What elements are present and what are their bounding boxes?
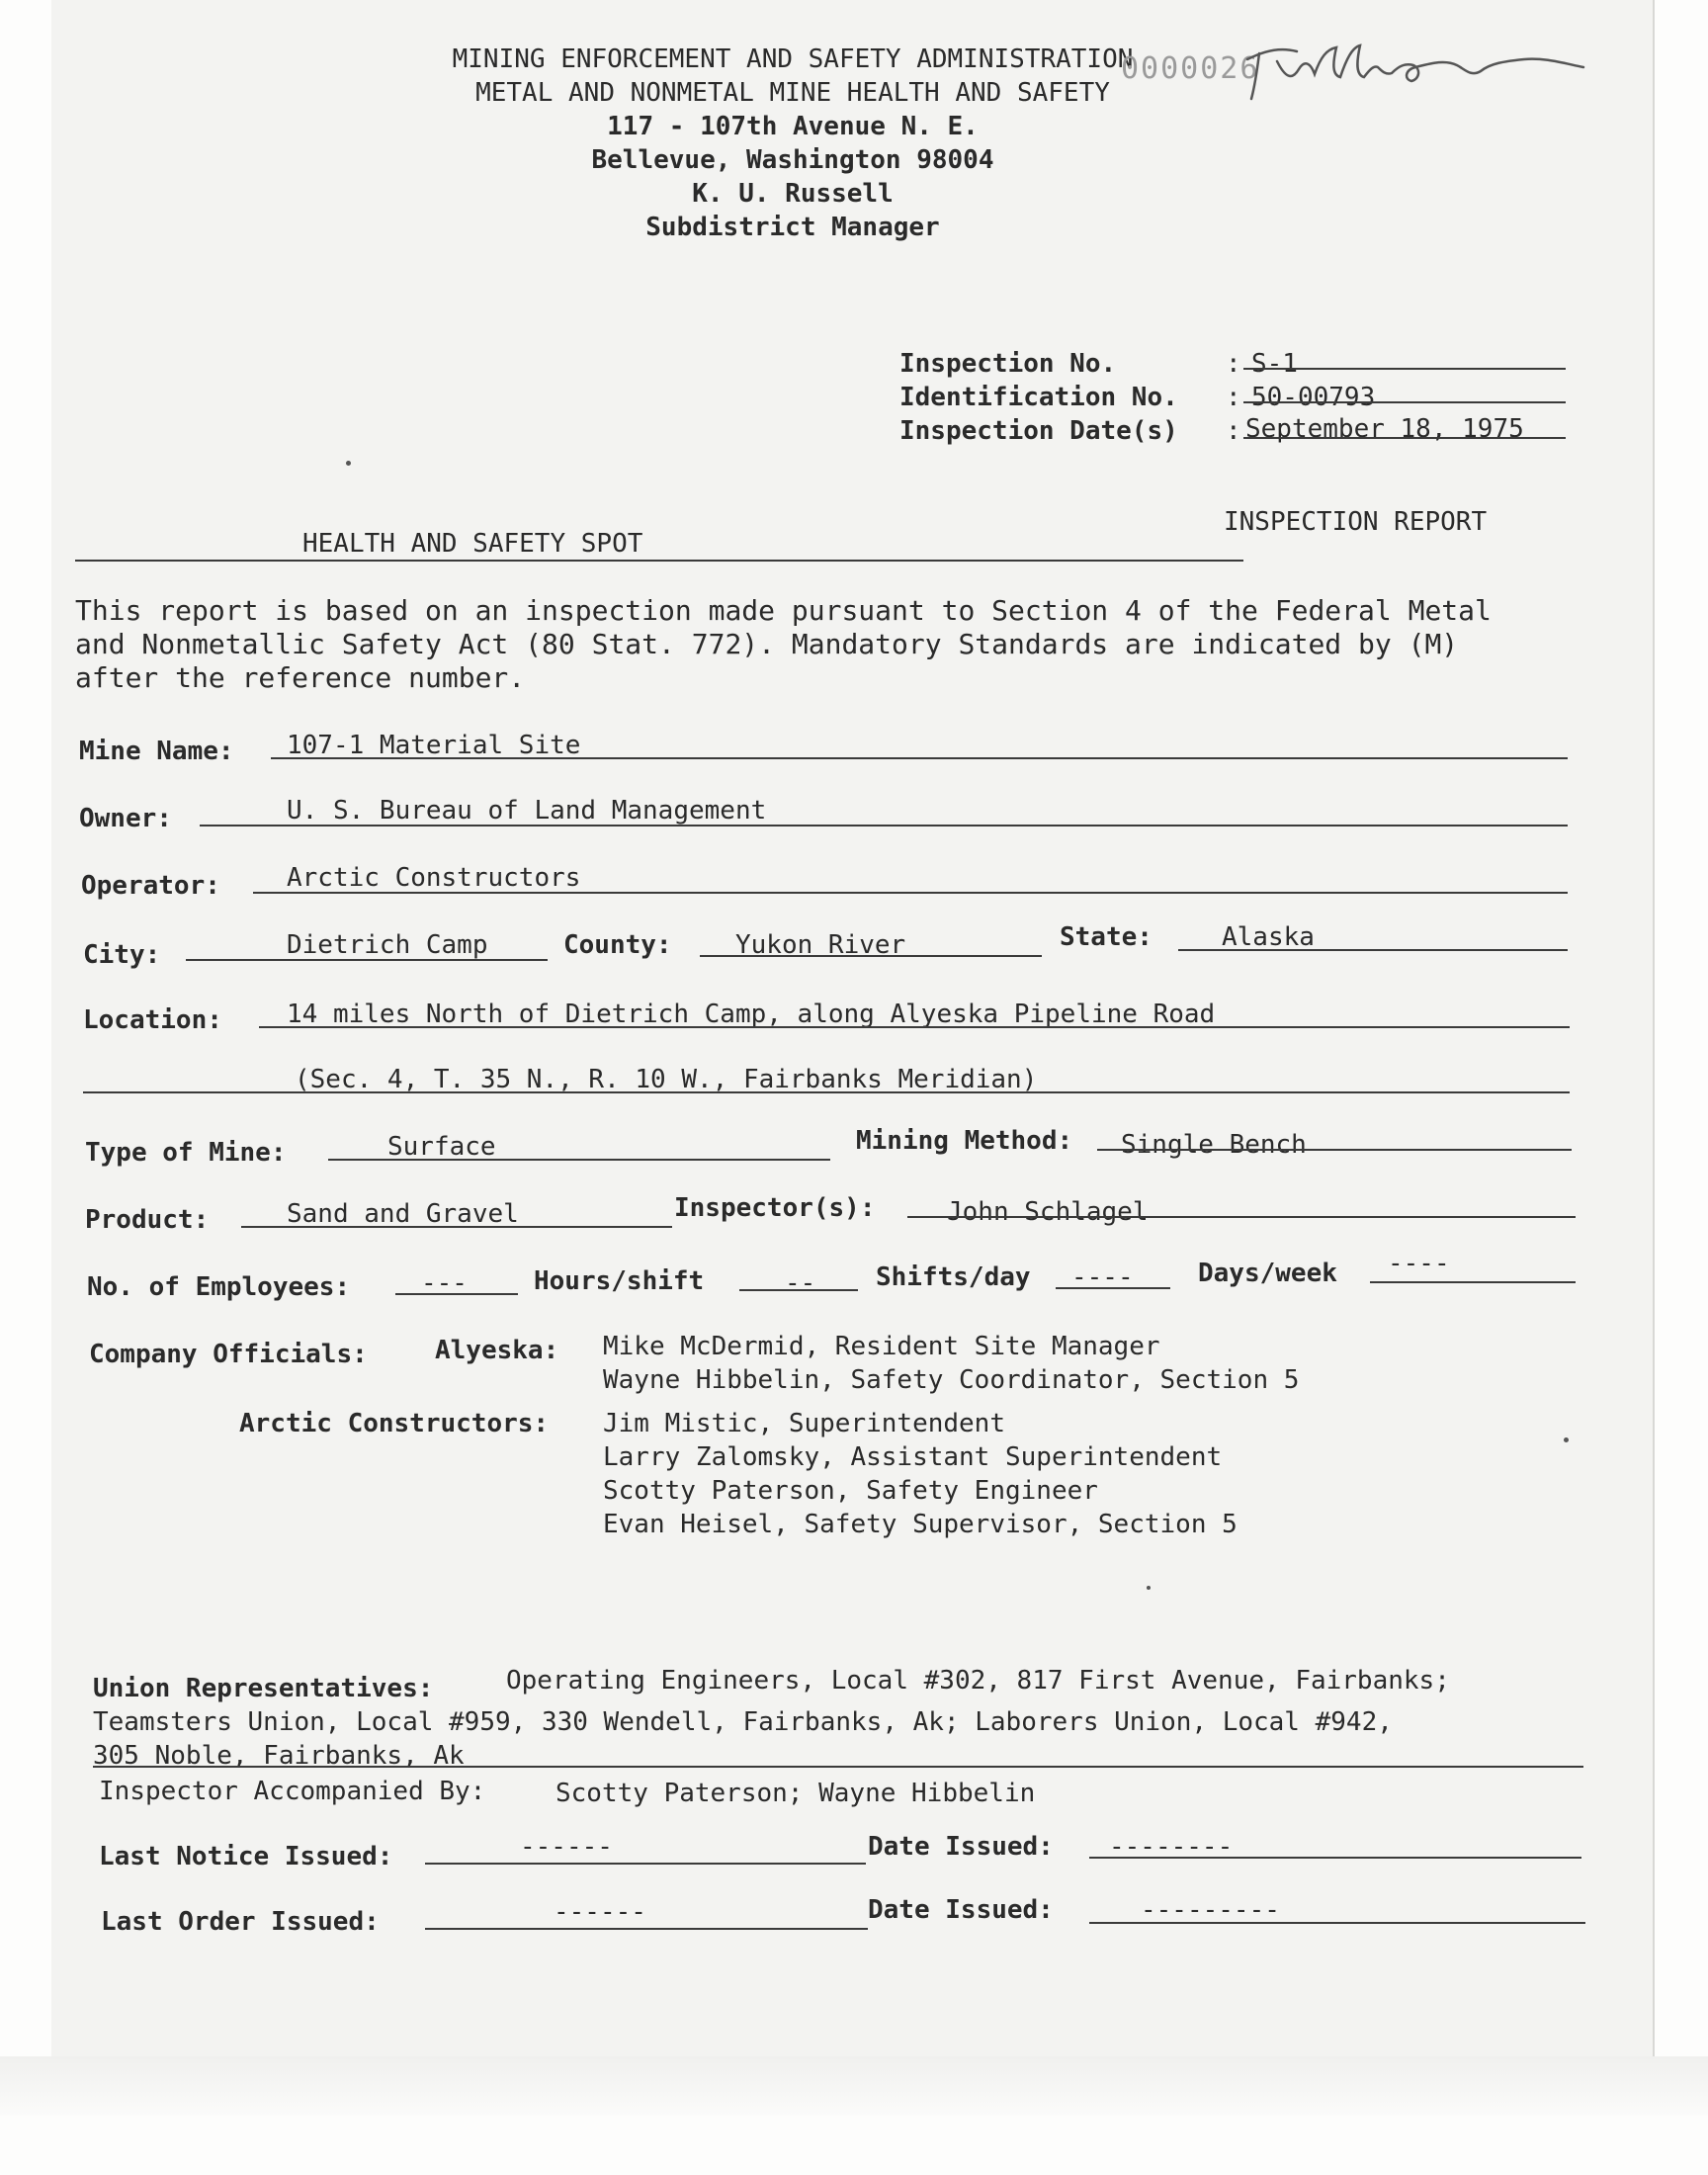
underline	[1370, 1281, 1576, 1283]
intro-text-line: and Nonmetallic Safety Act (80 Stat. 772). Mandatory Standards are indicated by (M)	[75, 628, 1459, 660]
report-title: INSPECTION REPORT	[1224, 507, 1488, 537]
underline	[1056, 1287, 1170, 1289]
manager-name: K. U. Russell	[692, 179, 894, 209]
shifts-per-day-value: ----	[1071, 1262, 1134, 1292]
inspection-date-label: Inspection Date(s)	[899, 416, 1178, 446]
official-entry: Mike McDermid, Resident Site Manager	[603, 1332, 1160, 1361]
underline	[253, 892, 1568, 894]
handwritten-signature	[1238, 20, 1593, 109]
county-value: Yukon River	[735, 930, 906, 960]
colon: :	[1226, 349, 1241, 379]
mining-method-label: Mining Method:	[856, 1126, 1073, 1156]
accompanied-by-label: Inspector Accompanied By:	[99, 1777, 486, 1806]
inspector-value: John Schlagel	[947, 1197, 1149, 1227]
underline	[259, 1026, 1570, 1028]
state-value: Alaska	[1222, 922, 1315, 952]
underline	[739, 1289, 858, 1291]
inspection-date-value: September 18, 1975	[1245, 414, 1524, 444]
owner-value: U. S. Bureau of Land Management	[287, 796, 767, 826]
underline	[241, 1226, 672, 1228]
product-label: Product:	[85, 1205, 210, 1235]
order-date-value: ---------	[1141, 1895, 1280, 1925]
underline	[1243, 401, 1566, 403]
manager-title: Subdistrict Manager	[645, 213, 940, 242]
order-date-label: Date Issued:	[868, 1895, 1054, 1925]
operator-label: Operator:	[81, 871, 220, 901]
underline	[93, 1766, 1583, 1768]
mine-name-label: Mine Name:	[79, 737, 234, 766]
union-text-line: 305 Noble, Fairbanks, Ak	[93, 1741, 465, 1771]
location-label: Location:	[83, 1005, 222, 1035]
location-value-line2: (Sec. 4, T. 35 N., R. 10 W., Fairbanks Meridian)	[295, 1065, 1038, 1094]
underline	[186, 959, 548, 961]
identification-number-label: Identification No.	[899, 383, 1178, 412]
underline	[1243, 437, 1566, 439]
report-type-underline	[75, 560, 1243, 562]
underline	[425, 1928, 868, 1930]
official-entry: Wayne Hibbelin, Safety Coordinator, Section 5	[603, 1365, 1300, 1395]
last-notice-value: ------	[520, 1832, 613, 1862]
document-stamp-number: 0000026	[1121, 51, 1260, 86]
shifts-per-day-label: Shifts/day	[876, 1262, 1031, 1292]
intro-text-line: This report is based on an inspection made pursuant to Section 4 of the Federal Metal	[75, 594, 1492, 627]
product-value: Sand and Gravel	[287, 1199, 519, 1229]
last-notice-label: Last Notice Issued:	[99, 1842, 393, 1871]
scan-speck	[346, 461, 351, 466]
inspector-label: Inspector(s):	[674, 1193, 876, 1223]
officials-group-alyeska: Alyeska:	[435, 1336, 559, 1365]
underline	[1089, 1922, 1585, 1924]
official-entry: Evan Heisel, Safety Supervisor, Section 5	[603, 1510, 1238, 1539]
city-value: Dietrich Camp	[287, 930, 488, 960]
division-name: METAL AND NONMETAL MINE HEALTH AND SAFETY	[475, 78, 1110, 108]
operator-value: Arctic Constructors	[287, 863, 581, 893]
underline	[1097, 1149, 1572, 1151]
scan-edge	[0, 2056, 1708, 2116]
street-address: 117 - 107th Avenue N. E.	[607, 112, 979, 141]
report-type: HEALTH AND SAFETY SPOT	[302, 529, 643, 559]
intro-text-line: after the reference number.	[75, 661, 526, 694]
state-label: State:	[1060, 922, 1153, 952]
officials-group-arctic-constructors: Arctic Constructors:	[239, 1409, 550, 1438]
underline	[907, 1216, 1576, 1218]
notice-date-label: Date Issued:	[868, 1832, 1054, 1862]
underline	[200, 825, 1568, 826]
scan-speck	[1564, 1437, 1569, 1442]
union-text-line: Teamsters Union, Local #959, 330 Wendell, Fairbanks, Ak; Laborers Union, Local #942,	[93, 1707, 1393, 1737]
union-representatives-label: Union Representatives:	[93, 1674, 434, 1703]
underline	[328, 1159, 830, 1161]
mining-method-value: Single Bench	[1121, 1130, 1307, 1160]
days-per-week-label: Days/week	[1198, 1259, 1337, 1288]
agency-name: MINING ENFORCEMENT AND SAFETY ADMINISTRATION	[452, 44, 1134, 74]
underline	[700, 955, 1042, 957]
underline	[83, 1091, 1570, 1093]
inspection-number-value: S-1	[1251, 349, 1298, 379]
underline	[271, 757, 1568, 759]
hours-per-shift-value: --	[785, 1268, 816, 1298]
notice-date-value: --------	[1109, 1832, 1234, 1862]
colon: :	[1226, 416, 1241, 446]
colon: :	[1226, 383, 1241, 412]
accompanied-by-value: Scotty Paterson; Wayne Hibbelin	[555, 1779, 1036, 1808]
union-text-line: Operating Engineers, Local #302, 817 First Avenue, Fairbanks;	[506, 1666, 1450, 1696]
company-officials-label: Company Officials:	[89, 1340, 368, 1369]
mine-type-value: Surface	[387, 1132, 496, 1162]
official-entry: Scotty Paterson, Safety Engineer	[603, 1476, 1098, 1506]
underline	[395, 1293, 518, 1295]
official-entry: Jim Mistic, Superintendent	[603, 1409, 1005, 1438]
employees-label: No. of Employees:	[87, 1272, 351, 1302]
inspection-number-label: Inspection No.	[899, 349, 1117, 379]
owner-label: Owner:	[79, 804, 172, 833]
last-order-label: Last Order Issued:	[101, 1907, 380, 1937]
last-order-value: ------	[554, 1897, 646, 1927]
identification-number-value: 50-00793	[1251, 383, 1376, 412]
mine-name-value: 107-1 Material Site	[287, 731, 581, 760]
official-entry: Larry Zalomsky, Assistant Superintendent	[603, 1442, 1223, 1472]
hours-per-shift-label: Hours/shift	[534, 1266, 705, 1296]
mine-type-label: Type of Mine:	[85, 1138, 287, 1168]
city-label: City:	[83, 940, 161, 970]
underline	[1089, 1857, 1581, 1859]
days-per-week-value: ----	[1388, 1249, 1450, 1278]
employees-value: ---	[421, 1268, 468, 1298]
underline	[1178, 949, 1568, 951]
county-label: County:	[563, 930, 672, 960]
underline	[1243, 368, 1566, 370]
scan-speck	[1147, 1586, 1151, 1590]
document-page	[51, 0, 1655, 2058]
underline	[425, 1863, 866, 1865]
city-address: Bellevue, Washington 98004	[591, 145, 994, 175]
location-value-line1: 14 miles North of Dietrich Camp, along Alyeska Pipeline Road	[287, 1000, 1216, 1029]
